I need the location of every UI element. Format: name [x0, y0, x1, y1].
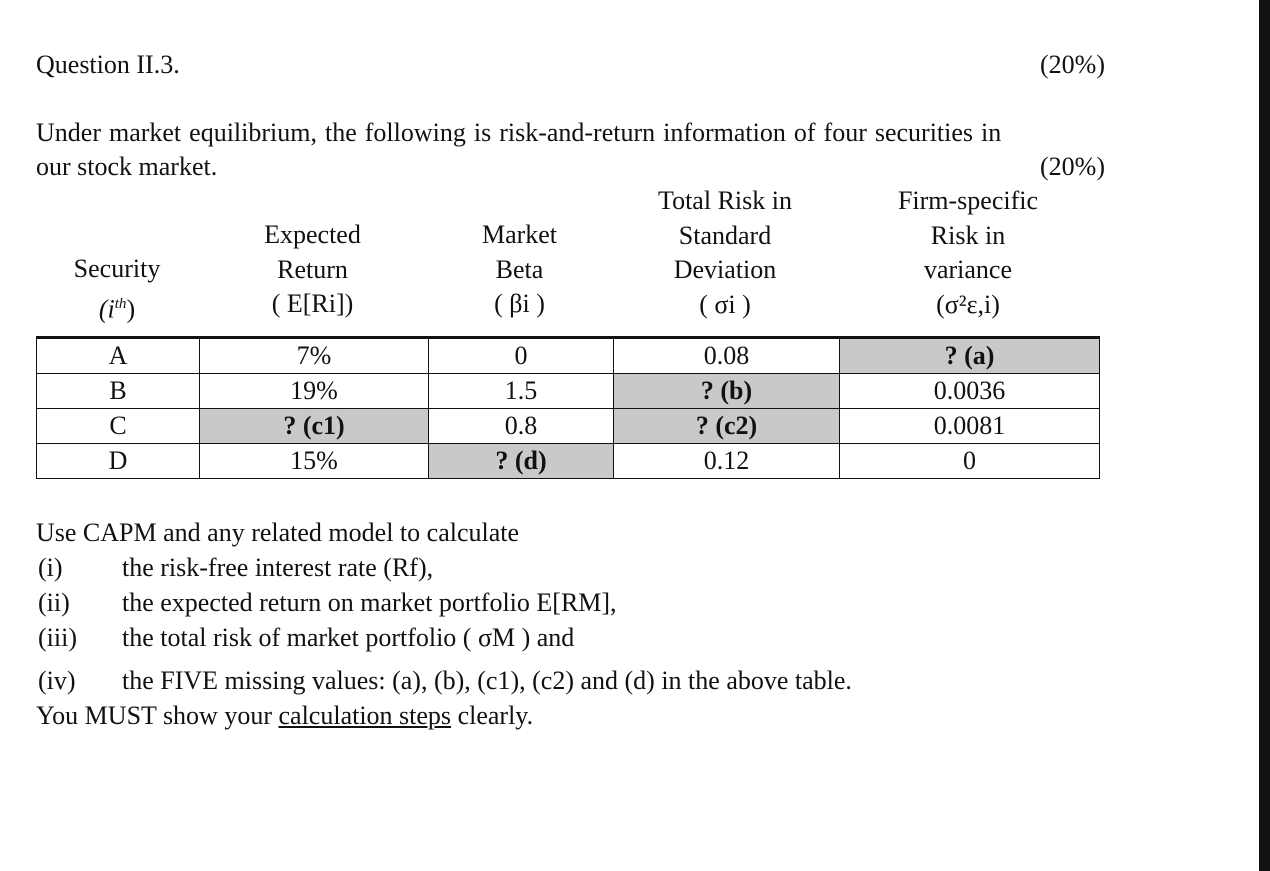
- cell-firm-risk-missing: ? (a): [840, 338, 1100, 374]
- header-total-risk-l2: Standard: [678, 220, 772, 250]
- closing-instruction: [36, 701, 533, 731]
- instructions-lead: Use CAPM and any related model to calculate: [36, 518, 520, 547]
- header-expected-return-l1: Expected: [264, 220, 361, 249]
- closing-underlined: calculation steps: [278, 701, 452, 730]
- cell-firm-risk: 0: [840, 444, 1100, 479]
- header-firm-risk: [838, 184, 1098, 322]
- header-total-risk: [612, 184, 838, 322]
- intro-marks: (20%): [1040, 152, 1105, 181]
- cell-total-risk-missing: ? (c2): [614, 409, 840, 444]
- table-row: [37, 444, 1100, 479]
- cell-security: C: [37, 409, 200, 444]
- cell-expected-return: 15%: [200, 444, 429, 479]
- cell-beta-missing: ? (d): [429, 444, 614, 479]
- header-firm-risk-l3: variance: [923, 255, 1013, 284]
- cell-total-risk: 0.12: [614, 444, 840, 479]
- cell-security: B: [37, 374, 200, 409]
- intro-line-2: our stock market.: [36, 152, 218, 181]
- header-total-risk-symbol: ( σi ): [699, 289, 751, 319]
- closing-pre: You MUST show your: [36, 701, 279, 730]
- cell-beta: 0.8: [429, 409, 614, 444]
- cell-security: A: [37, 338, 200, 374]
- cell-total-risk: 0.08: [614, 338, 840, 374]
- header-security: [36, 252, 198, 327]
- item-text: the expected return on market portfolio E[RM],: [122, 588, 617, 617]
- item-text: the FIVE missing values: (a), (b), (c1), (c2) and (d) in the above table.: [122, 666, 852, 695]
- scan-edge-shadow: [1259, 0, 1270, 871]
- question-title: Question II.3.: [36, 50, 180, 79]
- item-label: (iv): [38, 666, 76, 695]
- cell-beta: 1.5: [429, 374, 614, 409]
- header-security-label: Security: [73, 254, 161, 283]
- item-label: (ii): [38, 588, 70, 617]
- item-text: the total risk of market portfolio ( σM ) and: [122, 623, 575, 652]
- item-label: (i): [38, 553, 63, 582]
- header-firm-risk-l1: Firm-specific: [897, 186, 1039, 215]
- cell-firm-risk: 0.0036: [840, 374, 1100, 409]
- intro-line-1: Under market equilibrium, the following is risk-and-return information of four securities in: [36, 118, 1002, 147]
- header-expected-return-symbol: ( E[Ri]): [271, 289, 354, 318]
- table-row: [37, 338, 1100, 374]
- header-market-beta-l2: Beta: [495, 254, 544, 284]
- cell-expected-return-missing: ? (c1): [200, 409, 429, 444]
- header-market-beta: [427, 218, 612, 322]
- header-firm-risk-l2: Risk in: [930, 220, 1006, 250]
- header-total-risk-l1: Total Risk in: [658, 186, 792, 215]
- cell-total-risk-missing: ? (b): [614, 374, 840, 409]
- question-marks: (20%): [1040, 50, 1105, 79]
- item-label: (iii): [38, 623, 77, 652]
- header-security-symbol: $(i^{th})$: [98, 294, 136, 324]
- header-market-beta-symbol: ( βi ): [494, 289, 545, 318]
- header-total-risk-l3: Deviation: [673, 255, 777, 284]
- closing-post: clearly.: [451, 701, 534, 730]
- table-row: [37, 374, 1100, 409]
- cell-expected-return: 7%: [200, 338, 429, 374]
- securities-table: [36, 336, 1100, 479]
- cell-security: D: [37, 444, 200, 479]
- header-firm-risk-symbol: (σ²ε,i): [936, 289, 1000, 319]
- header-expected-return: [198, 218, 427, 322]
- header-expected-return-l2: Return: [277, 254, 348, 284]
- table-row: [37, 409, 1100, 444]
- header-market-beta-l1: Market: [481, 220, 558, 249]
- cell-expected-return: 19%: [200, 374, 429, 409]
- cell-beta: 0: [429, 338, 614, 374]
- cell-firm-risk: 0.0081: [840, 409, 1100, 444]
- item-text: the risk-free interest rate (Rf),: [122, 553, 434, 582]
